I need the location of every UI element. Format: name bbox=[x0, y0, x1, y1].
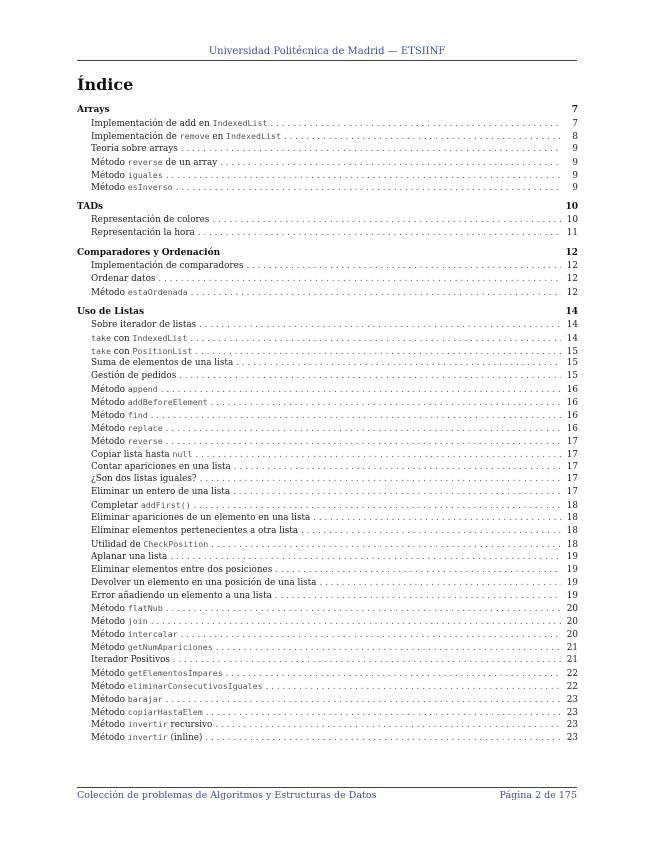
toc-dot-leader bbox=[166, 170, 561, 182]
toc-entry[interactable] bbox=[77, 260, 578, 273]
toc-entry-text bbox=[91, 422, 163, 435]
toc-entry-page: 18 bbox=[566, 526, 578, 537]
toc-dot-leader bbox=[158, 273, 561, 286]
toc-entry-code: join bbox=[127, 616, 148, 627]
toc-dot-leader bbox=[212, 214, 561, 227]
toc-entry-label: Aplanar una lista bbox=[91, 551, 168, 562]
toc-entry[interactable] bbox=[77, 564, 578, 577]
toc-entry-label: Método bbox=[91, 707, 128, 718]
toc-dot-leader bbox=[205, 732, 561, 744]
toc-entry-text bbox=[91, 512, 310, 525]
toc-entry-page: 12 bbox=[566, 261, 578, 272]
toc-entry-label: ¿Son dos listas iguales? bbox=[91, 474, 197, 485]
toc-dot-leader bbox=[151, 410, 561, 422]
toc-entry-label: Eliminar elementos pertenecientes a otra lista bbox=[91, 526, 299, 537]
toc-entry-text bbox=[91, 731, 202, 744]
toc-entry-text bbox=[91, 169, 163, 182]
toc-entry-text bbox=[91, 628, 178, 641]
toc-entry-code: addFirst() bbox=[140, 500, 191, 511]
toc-entry-page: 14 bbox=[566, 319, 578, 330]
toc-entry[interactable] bbox=[77, 641, 578, 654]
toc-entry-code: flatNub bbox=[127, 603, 163, 614]
toc-dot-leader bbox=[176, 182, 561, 194]
footer-page-number[interactable]: Página 2 de 175 bbox=[499, 790, 577, 801]
toc-entry-label: Iterador Positivos bbox=[91, 654, 170, 665]
toc-entry[interactable] bbox=[77, 332, 578, 345]
toc-entry-code: CheckPosition bbox=[143, 538, 209, 549]
toc-entry-page: 14 bbox=[566, 333, 578, 344]
toc-entry-page: 21 bbox=[566, 654, 578, 665]
toc-entry[interactable] bbox=[77, 345, 578, 358]
toc-entry-text bbox=[91, 117, 268, 130]
toc-entry-text bbox=[91, 486, 230, 499]
toc-entry-label: Eliminar apariciones de un elemento en una lista bbox=[91, 513, 311, 524]
toc-entry-text bbox=[91, 409, 148, 422]
toc-entry-label: Copiar lista hasta bbox=[91, 449, 173, 460]
header-divider bbox=[77, 60, 577, 61]
toc-section bbox=[77, 201, 578, 240]
toc-entry-label: Método bbox=[91, 157, 128, 168]
toc-entry-text bbox=[91, 357, 233, 370]
toc-entry-text bbox=[91, 227, 195, 240]
toc-entry-label: (inline) bbox=[167, 733, 203, 744]
toc-entry[interactable] bbox=[77, 130, 578, 143]
toc-entry-label: Implementación de bbox=[91, 131, 180, 142]
toc-section-page: 14 bbox=[565, 306, 578, 317]
toc-entry-code: take bbox=[91, 345, 111, 356]
toc-entry-label: Ordenar datos bbox=[91, 274, 156, 285]
toc-entry-label: Método bbox=[91, 385, 128, 396]
toc-entry-label: Implementación de add en bbox=[91, 119, 213, 129]
toc-entry-page: 23 bbox=[566, 707, 578, 718]
toc-entry-page: 20 bbox=[566, 604, 578, 615]
toc-dot-leader bbox=[195, 449, 561, 461]
toc-entry-text bbox=[91, 654, 170, 667]
toc-entry-code: IndexedList bbox=[226, 130, 281, 141]
toc-entry[interactable] bbox=[77, 577, 578, 590]
toc-entry-page: 22 bbox=[566, 668, 578, 679]
toc-entry-code: getNumApariciones bbox=[127, 642, 213, 653]
toc-entry-text bbox=[91, 641, 213, 654]
toc-entry-label: Método bbox=[91, 398, 128, 409]
toc-entry-page: 11 bbox=[566, 228, 578, 239]
toc-entry-label: Método bbox=[91, 411, 128, 422]
toc-entry-page: 16 bbox=[566, 411, 578, 422]
toc-dot-leader bbox=[275, 564, 561, 577]
toc-entry-page: 15 bbox=[566, 358, 578, 369]
toc-entry[interactable] bbox=[77, 693, 578, 706]
toc-entry-text bbox=[91, 332, 187, 345]
toc-entry-code: find bbox=[127, 410, 148, 421]
page-title: Índice bbox=[77, 75, 134, 94]
toc-entry-label: Método bbox=[91, 733, 128, 744]
toc-entry-code: reverse bbox=[127, 156, 163, 167]
toc-entry-label: Método bbox=[91, 643, 128, 654]
toc-entry-text bbox=[91, 564, 272, 577]
toc-entry-label: Teoría sobre arrays bbox=[91, 143, 178, 154]
toc-entry-text bbox=[91, 156, 217, 169]
toc-entry[interactable] bbox=[77, 448, 578, 461]
toc-dot-leader bbox=[271, 118, 561, 130]
toc-entry[interactable] bbox=[77, 422, 578, 435]
toc-entry[interactable] bbox=[77, 156, 578, 169]
toc-entry[interactable] bbox=[77, 525, 578, 538]
toc-entry-page: 16 bbox=[566, 423, 578, 434]
toc-entry-text bbox=[91, 130, 281, 143]
toc-entry-code: null bbox=[172, 448, 193, 459]
toc-entry-page: 15 bbox=[566, 371, 578, 382]
table-of-contents bbox=[77, 104, 578, 751]
toc-dot-leader bbox=[266, 681, 561, 693]
toc-entry-text bbox=[91, 538, 208, 551]
toc-entry[interactable] bbox=[77, 718, 578, 731]
toc-section bbox=[77, 306, 578, 744]
toc-entry-text bbox=[91, 273, 155, 286]
toc-entry-label: Utilidad de bbox=[91, 539, 144, 550]
page-header: Universidad Politécnica de Madrid — ETSIINF bbox=[208, 46, 446, 57]
toc-entry[interactable] bbox=[77, 181, 578, 194]
toc-entry[interactable] bbox=[77, 628, 578, 641]
toc-entry-text bbox=[91, 499, 191, 512]
toc-dot-leader bbox=[211, 539, 561, 551]
toc-entry-text bbox=[91, 718, 212, 731]
toc-entry-label: Eliminar un entero de una lista bbox=[91, 487, 231, 498]
toc-entry-code: reverse bbox=[127, 435, 163, 446]
toc-entry-code: esInverso bbox=[127, 182, 173, 193]
toc-dot-leader bbox=[194, 500, 561, 512]
toc-entry-text bbox=[91, 286, 188, 299]
toc-dot-leader bbox=[179, 370, 561, 383]
toc-entry-page: 10 bbox=[566, 215, 578, 226]
toc-dot-leader bbox=[216, 642, 561, 654]
toc-entry-label: con bbox=[110, 333, 133, 344]
toc-entry-text bbox=[91, 615, 148, 628]
toc-entry-label: Método bbox=[91, 436, 128, 447]
toc-entry[interactable] bbox=[77, 602, 578, 615]
toc-entry-text bbox=[91, 551, 167, 564]
toc-section-title: TADs bbox=[77, 202, 104, 213]
toc-entry-page: 9 bbox=[572, 143, 578, 154]
toc-entry-page: 17 bbox=[566, 487, 578, 498]
toc-entry-label: Completar bbox=[91, 501, 141, 512]
toc-entry[interactable] bbox=[77, 499, 578, 512]
toc-dot-leader bbox=[284, 131, 561, 143]
toc-entry-text bbox=[91, 525, 298, 538]
toc-dot-leader bbox=[181, 143, 561, 156]
toc-entry[interactable] bbox=[77, 286, 578, 299]
toc-entry-label: Implementación de comparadores bbox=[91, 261, 244, 272]
toc-entry-text bbox=[91, 461, 231, 474]
toc-entry-text bbox=[91, 602, 163, 615]
toc-entry-text bbox=[91, 396, 208, 409]
toc-entry-page: 18 bbox=[566, 513, 578, 524]
toc-entry-label: de un array bbox=[162, 157, 218, 168]
toc-entry-code: estaOrdenada bbox=[127, 286, 188, 297]
toc-entry-text bbox=[91, 383, 158, 396]
toc-dot-leader bbox=[301, 525, 561, 538]
toc-entry-code: addBeforeElement bbox=[127, 397, 208, 408]
toc-entry-page: 20 bbox=[566, 617, 578, 628]
toc-dot-leader bbox=[173, 654, 561, 667]
toc-entry-label: Método bbox=[91, 617, 128, 628]
toc-dot-leader bbox=[215, 719, 561, 731]
toc-entry[interactable] bbox=[77, 461, 578, 474]
toc-entry-label: en bbox=[209, 131, 227, 142]
toc-entry-label: Contar apariciones en una lista bbox=[91, 461, 231, 472]
toc-entry-label: Representación de colores bbox=[91, 215, 210, 226]
toc-entry-page: 17 bbox=[566, 474, 578, 485]
toc-entry-label: Suma de elementos de una lista bbox=[91, 358, 234, 369]
toc-entry-label: Método bbox=[91, 630, 128, 641]
toc-section bbox=[77, 104, 578, 194]
toc-dot-leader bbox=[206, 707, 561, 719]
toc-dot-leader bbox=[226, 668, 561, 680]
footer-divider bbox=[77, 787, 577, 788]
toc-entry[interactable] bbox=[77, 169, 578, 182]
toc-entry-page: 8 bbox=[572, 131, 578, 142]
toc-dot-leader bbox=[161, 384, 561, 396]
toc-dot-leader bbox=[199, 319, 561, 332]
toc-dot-leader bbox=[190, 333, 561, 345]
toc-dot-leader bbox=[233, 486, 561, 499]
toc-dot-leader bbox=[166, 603, 561, 615]
toc-entry-text bbox=[91, 473, 197, 486]
toc-entry-text bbox=[91, 214, 209, 227]
toc-entry-text bbox=[91, 260, 243, 273]
toc-entry[interactable] bbox=[77, 706, 578, 719]
toc-entry-label: Sobre iterador de listas bbox=[91, 319, 197, 330]
toc-entry[interactable] bbox=[77, 357, 578, 370]
toc-section-heading[interactable] bbox=[77, 306, 578, 319]
toc-entry-text bbox=[91, 577, 316, 590]
toc-section bbox=[77, 247, 578, 299]
toc-entry-label: Representación la hora bbox=[91, 228, 195, 239]
toc-entry-page: 18 bbox=[566, 501, 578, 512]
toc-entry-code: getElementosImpares bbox=[127, 667, 223, 678]
toc-entry-page: 12 bbox=[566, 274, 578, 285]
toc-entry-code: invertir bbox=[127, 719, 168, 730]
toc-dot-leader bbox=[211, 397, 561, 409]
toc-entry-text bbox=[91, 370, 176, 383]
toc-dot-leader bbox=[246, 260, 561, 273]
toc-entry-page: 21 bbox=[566, 643, 578, 654]
toc-entry-page: 19 bbox=[566, 590, 578, 601]
toc-entry-text bbox=[91, 448, 192, 461]
toc-dot-leader bbox=[198, 227, 561, 240]
toc-section-title: Uso de Listas bbox=[77, 306, 145, 317]
toc-entry[interactable] bbox=[77, 383, 578, 396]
toc-dot-leader bbox=[166, 436, 561, 448]
toc-entry[interactable] bbox=[77, 615, 578, 628]
toc-entry-label: Método bbox=[91, 694, 128, 705]
toc-section-heading[interactable] bbox=[77, 247, 578, 260]
toc-entry-page: 17 bbox=[566, 461, 578, 472]
toc-entry-page: 9 bbox=[572, 170, 578, 181]
toc-section-heading[interactable] bbox=[77, 201, 578, 214]
footer-book-title[interactable]: Colección de problemas de Algoritmos y Estructuras de Datos bbox=[77, 790, 377, 801]
toc-dot-leader bbox=[313, 512, 561, 525]
toc-entry-code: append bbox=[127, 384, 158, 395]
toc-entry[interactable] bbox=[77, 227, 578, 240]
toc-entry[interactable] bbox=[77, 214, 578, 227]
toc-dot-leader bbox=[151, 616, 561, 628]
toc-dot-leader bbox=[166, 694, 561, 706]
toc-entry-label: Método bbox=[91, 170, 128, 181]
toc-dot-leader bbox=[319, 577, 561, 590]
toc-entry-text bbox=[91, 319, 196, 332]
toc-entry-text bbox=[91, 345, 192, 358]
toc-entry-code: copiarHastaElem bbox=[127, 706, 203, 717]
toc-entry-page: 17 bbox=[566, 436, 578, 447]
toc-entry-page: 19 bbox=[566, 577, 578, 588]
toc-entry[interactable] bbox=[77, 538, 578, 551]
toc-entry-text bbox=[91, 435, 163, 448]
toc-entry[interactable] bbox=[77, 654, 578, 667]
toc-section-title: Arrays bbox=[77, 105, 110, 115]
toc-entry-page: 19 bbox=[566, 564, 578, 575]
toc-entry[interactable] bbox=[77, 143, 578, 156]
toc-entry-page: 16 bbox=[566, 385, 578, 396]
toc-dot-leader bbox=[191, 287, 561, 299]
toc-entry-code: replace bbox=[127, 422, 163, 433]
toc-dot-leader bbox=[195, 346, 561, 358]
toc-entry-page: 7 bbox=[572, 119, 578, 129]
toc-entry-label: Método bbox=[91, 183, 128, 194]
toc-entry-label: Gestión de pedidos bbox=[91, 371, 177, 382]
toc-entry-code: eliminarConsecutivosIguales bbox=[127, 680, 263, 691]
toc-entry[interactable] bbox=[77, 409, 578, 422]
toc-entry-label: Método bbox=[91, 681, 128, 692]
toc-entry-page: 20 bbox=[566, 630, 578, 641]
toc-entry-code: take bbox=[91, 332, 111, 343]
toc-entry-page: 19 bbox=[566, 551, 578, 562]
toc-entry-page: 15 bbox=[566, 346, 578, 357]
toc-entry[interactable] bbox=[77, 319, 578, 332]
toc-section-page: 12 bbox=[565, 248, 578, 259]
toc-section-page: 10 bbox=[565, 202, 578, 213]
toc-entry-text bbox=[91, 143, 178, 156]
toc-entry-page: 12 bbox=[566, 287, 578, 298]
toc-entry-text bbox=[91, 706, 203, 719]
toc-entry-code: PositionList bbox=[132, 345, 193, 356]
toc-entry-label: con bbox=[110, 346, 133, 357]
toc-dot-leader bbox=[170, 551, 561, 564]
toc-entry-page: 23 bbox=[566, 720, 578, 731]
toc-dot-leader bbox=[234, 461, 561, 474]
toc-entry-page: 16 bbox=[566, 398, 578, 409]
toc-entry-code: invertir bbox=[127, 732, 168, 743]
toc-dot-leader bbox=[236, 357, 561, 370]
toc-entry-label: Método bbox=[91, 720, 128, 731]
toc-entry[interactable] bbox=[77, 667, 578, 680]
toc-entry-text bbox=[91, 181, 173, 194]
toc-entry-page: 9 bbox=[572, 183, 578, 194]
toc-entry-text bbox=[91, 680, 263, 693]
toc-section-heading[interactable] bbox=[77, 104, 578, 117]
toc-entry-label: recursivo bbox=[167, 720, 213, 731]
toc-entry-code: remove bbox=[179, 130, 210, 141]
toc-entry-label: Devolver un elemento en una posición de una lista bbox=[91, 577, 317, 588]
toc-entry[interactable] bbox=[77, 273, 578, 286]
toc-entry-label: Método bbox=[91, 423, 128, 434]
toc-entry-code: IndexedList bbox=[212, 118, 268, 128]
toc-entry-page: 23 bbox=[566, 733, 578, 744]
toc-entry-page: 23 bbox=[566, 694, 578, 705]
toc-entry-text bbox=[91, 693, 163, 706]
toc-entry-label: Error añadiendo un elemento a una lista bbox=[91, 590, 272, 601]
toc-entry[interactable] bbox=[77, 512, 578, 525]
toc-entry-page: 22 bbox=[566, 681, 578, 692]
toc-entry-code: IndexedList bbox=[132, 332, 188, 343]
toc-dot-leader bbox=[275, 590, 561, 603]
toc-dot-leader bbox=[220, 157, 561, 169]
toc-entry-text bbox=[91, 667, 223, 680]
toc-entry[interactable] bbox=[77, 117, 578, 130]
toc-entry-page: 18 bbox=[566, 539, 578, 550]
toc-entry[interactable] bbox=[77, 473, 578, 486]
toc-dot-leader bbox=[181, 629, 561, 641]
toc-entry-page: 9 bbox=[572, 157, 578, 168]
toc-entry-code: intercalar bbox=[127, 629, 178, 640]
toc-section-page: 7 bbox=[571, 105, 578, 115]
toc-entry[interactable] bbox=[77, 551, 578, 564]
toc-entry[interactable] bbox=[77, 590, 578, 603]
toc-dot-leader bbox=[166, 423, 561, 435]
toc-entry[interactable] bbox=[77, 370, 578, 383]
toc-entry[interactable] bbox=[77, 731, 578, 744]
toc-entry-label: Método bbox=[91, 287, 128, 298]
toc-entry[interactable] bbox=[77, 486, 578, 499]
toc-entry-label: Método bbox=[91, 604, 128, 615]
toc-section-title: Comparadores y Ordenación bbox=[77, 248, 221, 259]
toc-entry[interactable] bbox=[77, 680, 578, 693]
toc-entry-code: barajar bbox=[127, 693, 163, 704]
toc-dot-leader bbox=[200, 473, 561, 486]
toc-entry[interactable] bbox=[77, 435, 578, 448]
toc-entry-label: Eliminar elementos entre dos posiciones bbox=[91, 564, 273, 575]
toc-entry-text bbox=[91, 590, 272, 603]
toc-entry-label: Método bbox=[91, 668, 128, 679]
toc-entry-page: 17 bbox=[566, 449, 578, 460]
toc-entry-code: iguales bbox=[127, 169, 163, 180]
toc-entry[interactable] bbox=[77, 396, 578, 409]
